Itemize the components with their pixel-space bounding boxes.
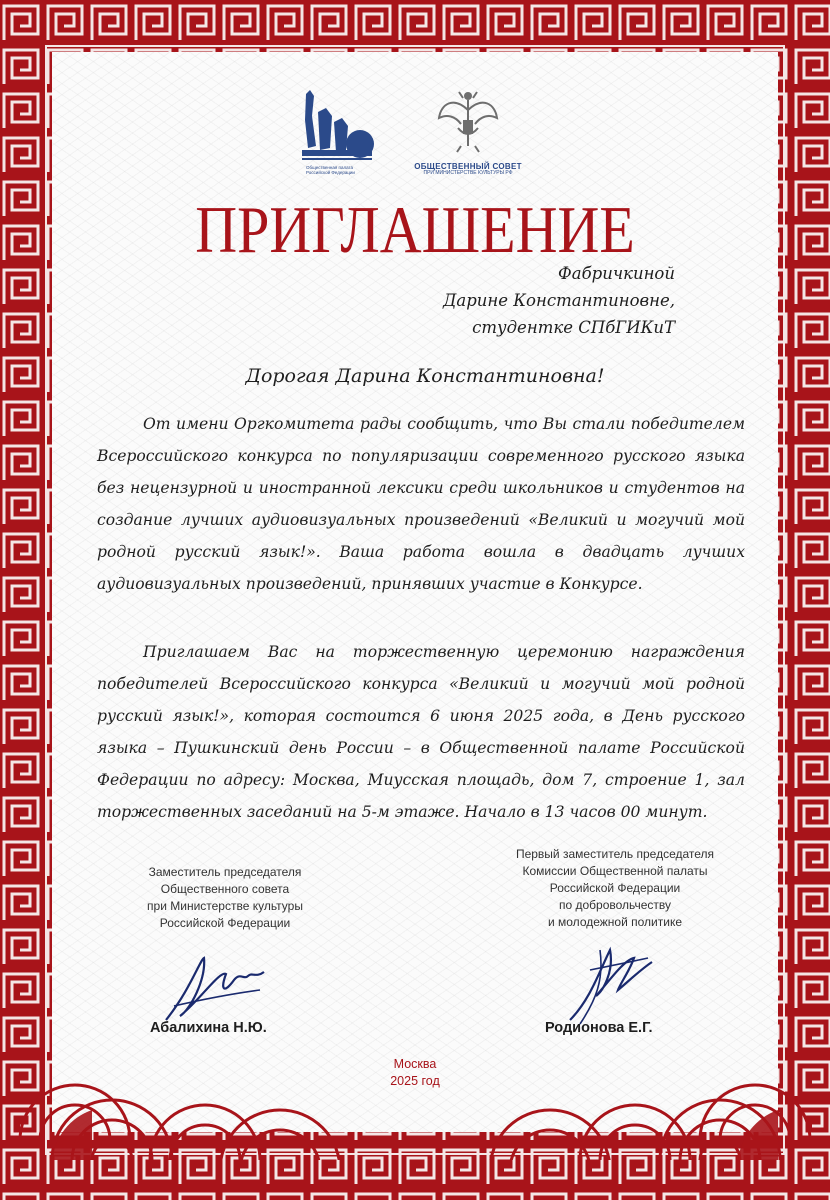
signatory-left-name: Абалихина Н.Ю. bbox=[150, 1020, 267, 1036]
signatory-left-title-line: Общественного совета bbox=[160, 882, 290, 896]
signatory-right-title bbox=[480, 846, 750, 931]
council-subtitle: ПРИ МИНИСТЕРСТВЕ КУЛЬТУРЫ РФ bbox=[423, 170, 513, 176]
signatory-left-title bbox=[110, 864, 340, 932]
addressee-line-2: Дарине Константиновне, bbox=[442, 291, 675, 310]
signatory-right-title-line: и молодежной политике bbox=[547, 915, 683, 929]
page-title: ПРИГЛАШЕНИЕ bbox=[195, 192, 635, 267]
signature-right bbox=[560, 940, 660, 1030]
signatory-left-title-line: Российской Федерации bbox=[159, 916, 291, 930]
signatory-left-title-line: Заместитель председателя bbox=[148, 865, 302, 879]
addressee-block bbox=[430, 260, 675, 341]
double-headed-eagle-icon bbox=[433, 86, 503, 156]
paragraph-announcement: От имени Оргкомитета рады сообщить, что Вы стали победителем Всероссийского конкурса по популяризации современного русского языка без нецензурной и иностранной лексики среди школьников и студентов на создание лучших аудиовизуальных произведений «Великий и могучий мой родной русский язык!». Ваша работа вошла в двадцать лучших аудиовизуальных произведений, принявших участие в Конкурсе. bbox=[97, 415, 745, 593]
paragraph-invitation: Приглашаем Вас на торжественную церемонию награждения победителей Всероссийского конкурса «Великий и могучий мой родной русский язык!», которая состоится 6 июня 2025 года, в День русского языка – Пушкинский день России – в Общественной палате Российской Федерации по адресу: Москва, Миусская площадь, дом 7, строение 1, зал торжественных заседаний на 5-м этаже. Начало в 13 часов 00 минут. bbox=[97, 643, 745, 821]
signatory-left-title-line: при Министерстве культуры bbox=[147, 899, 303, 913]
signatory-right-name: Родионова Е.Г. bbox=[545, 1020, 653, 1036]
greeting: Дорогая Дарина Константиновна! bbox=[245, 365, 605, 387]
public-chamber-logo bbox=[296, 86, 386, 177]
footer-city: Москва bbox=[393, 1057, 437, 1071]
public-council-logo bbox=[398, 86, 538, 177]
signature-left bbox=[160, 950, 270, 1030]
signatory-right-title-line: Российской Федерации bbox=[549, 881, 681, 895]
addressee-line-1: Фабричкиной bbox=[558, 264, 675, 283]
signatory-right-title-line: по добровольчеству bbox=[558, 898, 672, 912]
chamber-caption: Общественная палата Российской Федерации bbox=[306, 165, 355, 175]
monument-emblem-icon bbox=[296, 86, 386, 172]
wave-ornament bbox=[0, 1020, 830, 1160]
footer-place-date bbox=[315, 1056, 515, 1090]
council-name: ОБЩЕСТВЕННЫЙ СОВЕТ bbox=[414, 162, 522, 171]
addressee-line-3: студентке СПбГИКиТ bbox=[472, 318, 675, 337]
signatory-right-title-line: Комиссии Общественной палаты bbox=[522, 864, 708, 878]
footer-year: 2025 год bbox=[390, 1074, 440, 1088]
signatory-right-title-line: Первый заместитель председателя bbox=[515, 847, 715, 861]
